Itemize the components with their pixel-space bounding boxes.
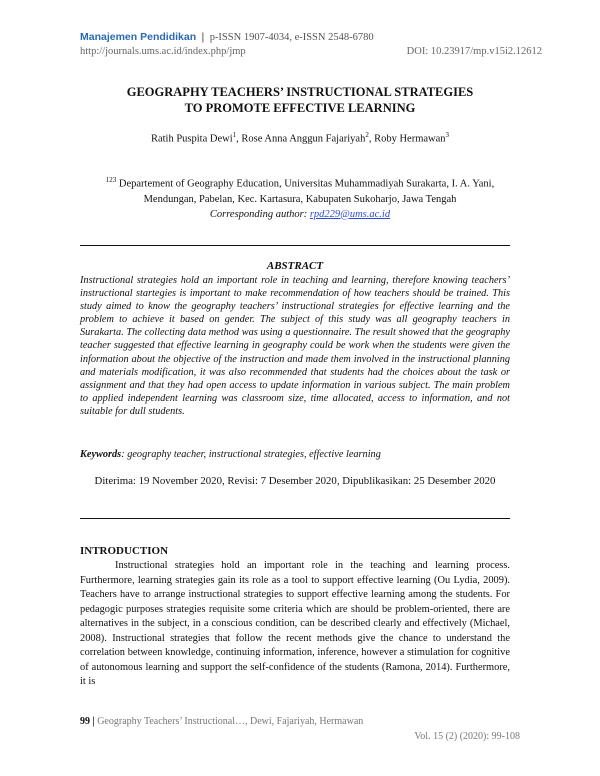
author-list: [80, 131, 520, 145]
author-sep: ,: [236, 133, 242, 145]
page-footer: [80, 716, 363, 727]
introduction-heading: INTRODUCTION: [80, 545, 169, 557]
author-sep: ,: [368, 133, 375, 145]
page-number: 99: [80, 716, 90, 727]
affiliation-sup: 123: [105, 176, 117, 184]
publication-dates: Diterima: 19 November 2020, Revisi: 7 Desember 2020, Dipublikasikan: 25 Desember 2020: [94, 475, 496, 487]
header-separator: |: [201, 32, 205, 43]
divider: [80, 518, 510, 519]
author-sup: 1: [232, 131, 237, 139]
footer-bar: |: [92, 716, 95, 727]
divider: [80, 245, 510, 246]
title-line-1: GEOGRAPHY TEACHERS’ INSTRUCTIONAL STRATEGIES: [126, 85, 474, 99]
doi: DOI: 10.23917/mp.v15i2.12612: [406, 46, 542, 57]
corresponding-label: Corresponding author:: [209, 208, 310, 220]
affiliation-text: Departement of Geography Education, Universitas Muhammadiyah Surakarta, I. A. Yani, Mendungan, Pabelan, Kec. Kartasura, Kabupaten Sukoharjo, Jawa Tengah: [116, 178, 495, 205]
journal-subheader: [80, 46, 542, 57]
journal-name: Manajemen Pendidikan: [80, 31, 197, 43]
author-sup: 3: [445, 131, 450, 139]
paper-title: [80, 84, 520, 116]
title-line-2: TO PROMOTE EFFECTIVE LEARNING: [184, 101, 416, 115]
volume-info: Vol. 15 (2) (2020): 99-108: [414, 731, 520, 742]
affiliation: [92, 173, 508, 222]
journal-url[interactable]: http://journals.ums.ac.id/index.php/jmp: [80, 46, 246, 57]
corresponding-email-link[interactable]: rpd229@ums.ac.id: [309, 208, 391, 220]
author-name: Rose Anna Anggun Fajariyah: [241, 133, 366, 145]
keywords-list: : geography teacher, instructional strategies, effective learning: [121, 449, 381, 460]
issn: p-ISSN 1907-4034, e-ISSN 2548-6780: [209, 32, 374, 43]
abstract-heading: ABSTRACT: [266, 260, 324, 272]
introduction-text: Instructional strategies hold an important role in the teaching and learning process. Furthermore, learning strategies gain its role as a tool to support effective learning (Ou Lydia, 2009). Teachers have to arrange instructional strategies to support effective learning among the students. For pedagogic purposes strategies requisite some criteria which are should be problem-oriented, there are alternatives in the subject, in a conscious condition, can be described clearly and effectively (Michael, 2008). Instructional strategies that follow the recent methods give the chance to understand the correlation between knowledge, continuing information, inference, however a stimulation for cognitive of autonomous learning and support the self-confidence of the students (Ramona, 2014). Furthermore, it is: [80, 560, 510, 687]
author-sup: 2: [365, 131, 369, 139]
keywords: [80, 449, 510, 460]
journal-header: [80, 31, 374, 43]
author-name: Ratih Puspita Dewi: [150, 133, 233, 145]
running-title: Geography Teachers’ Instructional…, Dewi, Fajariyah, Hermawan: [94, 716, 364, 727]
keywords-label: Keywords: [80, 449, 122, 460]
abstract-text: Instructional strategies hold an important role in teaching and learning, therefore knowing teachers’ instructional startegies is important to make recommendation of how teachers should be trained. This study aimed to know the geography teachers’ instructional strategies for effective learning and the problem to achieve it based on gender. The subject of this study was all geography teachers in Surakarta. The collecting data method was using a questionnaire. The result showed that the geography teacher suggested that effective learning in geography could be work when the students were given the information about the objective of the instruction and made them involved in the instructional planning and materials modification, it was also recommended that students had the choices about the task or assignment and that they had open access to update information in various subject. The main problem to applied independent learning was classroom size, time allocated, access to information, and not suitable for dull students.: [80, 275, 510, 417]
author-name: Roby Hermawan: [374, 133, 446, 145]
